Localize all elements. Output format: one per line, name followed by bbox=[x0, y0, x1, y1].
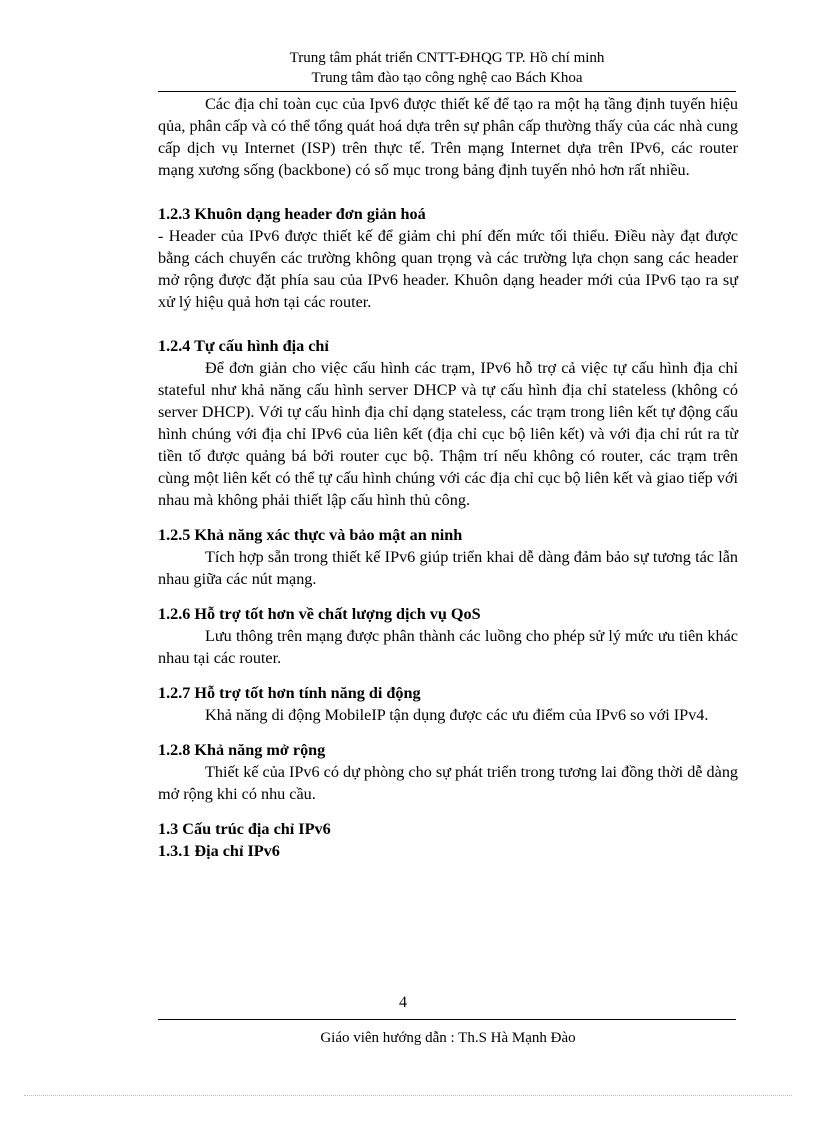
page-header bbox=[158, 48, 736, 88]
section-1-2-3-text: - Header của IPv6 được thiết kế để giảm chi phí đến mức tối thiểu. Điều này đạt được bằng cách chuyển các trường không quan trọng và các trường lựa chọn sang các header mở rộng được đặt phía sau của IPv6 header. Khuôn dạng header mới của IPv6 tạo ra sự xử lý hiệu quả hơn tại các router. bbox=[158, 227, 738, 311]
page-break-line bbox=[24, 1095, 792, 1096]
footer-rule bbox=[158, 1019, 736, 1020]
section-1-2-4-text: Để đơn giản cho việc cấu hình các trạm, IPv6 hỗ trợ cả việc tự cấu hình địa chỉ stateful như khả năng cấu hình server DHCP và tự cấu hình địa chỉ stateless (không có server DHCP). Với tự cấu hình địa chỉ dạng stateless, các trạm trong liên kết tự động cấu hình chúng với địa chỉ IPv6 của liên kết (địa chỉ cục bộ liên kết) và với địa chỉ rút ra từ tiền tố được quảng bá bởi router cục bộ. Thậm trí nếu không có router, các trạm trên cùng một liên kết có thể tự cấu hình chúng với các địa chỉ cục bộ liên kết và giao tiếp với nhau mà không phải thiết lập cấu hình thủ công. bbox=[158, 359, 738, 509]
section-1-2-7-heading: 1.2.7 Hỗ trợ tốt hơn tính năng di động bbox=[158, 684, 421, 702]
page-footer: Giáo viên hướng dẫn : Th.S Hà Mạnh Đào bbox=[320, 1030, 576, 1046]
section-1-2-8-text: Thiết kế của IPv6 có dự phòng cho sự phát triển trong tương lai đồng thời dễ dàng mở rộng khi có nhu cầu. bbox=[158, 763, 739, 803]
header-rule bbox=[158, 91, 736, 92]
section-1-2-4-heading: 1.2.4 Tự cấu hình địa chỉ bbox=[158, 337, 329, 355]
section-1-2-6-heading: 1.2.6 Hỗ trợ tốt hơn về chất lượng dịch vụ QoS bbox=[158, 605, 481, 623]
section-1-2-3-heading: 1.2.3 Khuôn dạng header đơn giản hoá bbox=[158, 205, 426, 223]
section-1-3-1-heading: 1.3.1 Địa chỉ IPv6 bbox=[158, 842, 280, 860]
header-line-1: Trung tâm phát triển CNTT-ĐHQG TP. Hồ chí minh bbox=[289, 50, 605, 66]
section-1-2-6-text: Lưu thông trên mạng được phân thành các luồng cho phép sử lý mức ưu tiên khác nhau tại các router. bbox=[158, 627, 738, 667]
page-number: 4 bbox=[399, 994, 407, 1011]
section-1-2-5-text: Tích hợp sẵn trong thiết kế IPv6 giúp triển khai dễ dàng đảm bảo sự tương tác lẫn nhau giữa các nút mạng. bbox=[158, 548, 738, 588]
section-1-2-7-text: Khả năng di động MobileIP tận dụng được các ưu điểm của IPv6 so với IPv4. bbox=[205, 706, 709, 724]
document-body bbox=[158, 93, 738, 862]
header-line-2: Trung tâm đào tạo công nghệ cao Bách Khoa bbox=[311, 70, 583, 86]
intro-paragraph: Các địa chỉ toàn cục của Ipv6 được thiết kế để tạo ra một hạ tầng định tuyến hiệu qủa, phân cấp và có thể tổng quát hoá dựa trên sự phân cấp thường thấy của các nhà cung cấp dịch vụ Internet (ISP) trên thực tế. Trên mạng Internet dựa trên IPv6, các router mạng xương sống (backbone) có số mục trong bảng định tuyến nhỏ hơn rất nhiều. bbox=[158, 95, 738, 179]
section-1-3-heading: 1.3 Cấu trúc địa chỉ IPv6 bbox=[158, 820, 331, 838]
section-1-2-5-heading: 1.2.5 Khả năng xác thực và bảo mật an ninh bbox=[158, 526, 463, 544]
section-1-2-8-heading: 1.2.8 Khả năng mở rộng bbox=[158, 741, 326, 759]
